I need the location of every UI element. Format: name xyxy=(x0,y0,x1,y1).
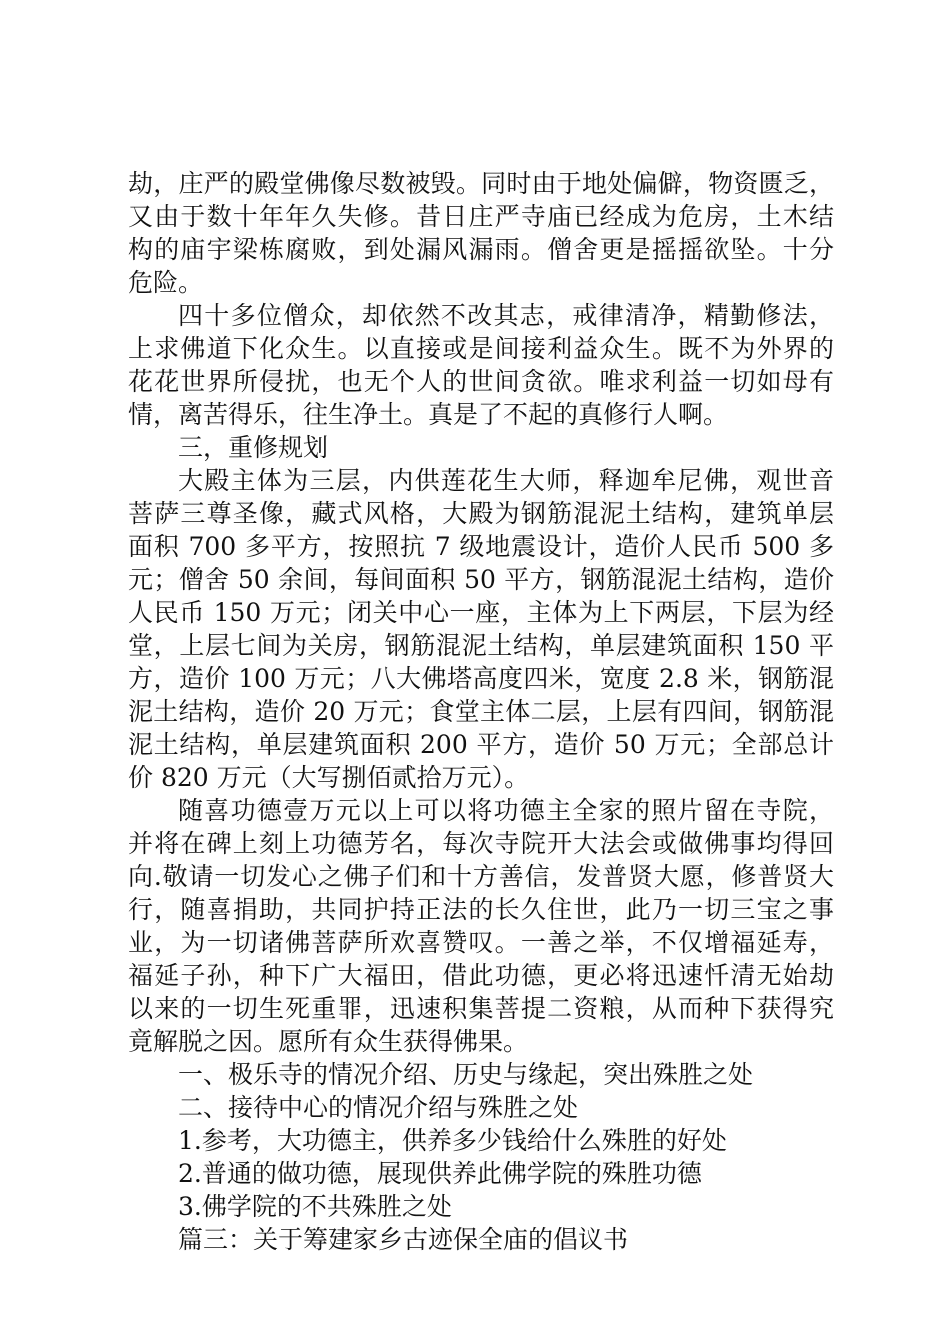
text-line: 价 820 万元（大写捌佰贰拾万元）。 xyxy=(128,763,530,792)
text-line: 面积 700 多平方，按照抗 7 级地震设计，造价人民币 500 多 xyxy=(128,532,834,561)
text-line: 危险。 xyxy=(128,268,204,297)
text-line: 劫，庄严的殿堂佛像尽数被毁。同时由于地处偏僻，物资匮乏， xyxy=(128,169,834,198)
text-line: 篇三：关于筹建家乡古迹保全庙的倡议书 xyxy=(178,1225,629,1254)
text-line: 泥土结构，造价 20 万元；食堂主体二层，上层有四间，钢筋混 xyxy=(128,697,834,726)
text-line: 行，随喜捐助，共同护持正法的长久住世，此乃一切三宝之事 xyxy=(128,895,834,924)
text-line: 方，造价 100 万元；八大佛塔高度四米，宽度 2.8 米，钢筋混 xyxy=(128,664,834,693)
text-line: 业，为一切诸佛菩萨所欢喜赞叹。一善之举，不仅增福延寿， xyxy=(128,928,834,957)
document-body xyxy=(128,167,834,1256)
text-line: 3.佛学院的不共殊胜之处 xyxy=(178,1192,452,1221)
text-line: 三，重修规划 xyxy=(178,433,329,462)
text-line: 四十多位僧众，却依然不改其志，戒律清净，精勤修法， xyxy=(178,301,834,330)
text-line: 花花世界所侵扰，也无个人的世间贪欲。唯求利益一切如母有 xyxy=(128,367,834,396)
text-line: 堂，上层七间为关房，钢筋混泥土结构，单层建筑面积 150 平 xyxy=(128,631,834,660)
text-line: 情，离苦得乐，往生净土。真是了不起的真修行人啊。 xyxy=(128,400,729,429)
text-line: 上求佛道下化众生。以直接或是间接利益众生。既不为外界的 xyxy=(128,334,834,363)
text-line: 并将在碑上刻上功德芳名，每次寺院开大法会或做佛事均得回 xyxy=(128,829,834,858)
text-line: 又由于数十年年久失修。昔日庄严寺庙已经成为危房，土木结 xyxy=(128,202,834,231)
text-line: 2.普通的做功德，展现供养此佛学院的殊胜功德 xyxy=(178,1159,702,1188)
text-line: 大殿主体为三层，内供莲花生大师，释迦牟尼佛，观世音 xyxy=(178,466,834,495)
text-line: 二、接待中心的情况介绍与殊胜之处 xyxy=(178,1093,579,1122)
text-line: 1.参考，大功德主，供养多少钱给什么殊胜的好处 xyxy=(178,1126,727,1155)
text-line: 菩萨三尊圣像，藏式风格，大殿为钢筋混泥土结构，建筑单层 xyxy=(128,499,834,528)
text-line: 构的庙宇梁栋腐败，到处漏风漏雨。僧舍更是摇摇欲坠。十分 xyxy=(128,235,834,264)
text-line: 一、极乐寺的情况介绍、历史与缘起，突出殊胜之处 xyxy=(178,1060,754,1089)
text-line: 人民币 150 万元；闭关中心一座，主体为上下两层，下层为经 xyxy=(128,598,834,627)
text-line: 竟解脱之因。愿所有众生获得佛果。 xyxy=(128,1027,529,1056)
text-line: 向.敬请一切发心之佛子们和十方善信，发普贤大愿，修普贤大 xyxy=(128,862,834,891)
text-line: 以来的一切生死重罪，迅速积集菩提二资粮，从而种下获得究 xyxy=(128,994,834,1023)
text-line: 福延子孙，种下广大福田，借此功德，更必将迅速忏清无始劫 xyxy=(128,961,834,990)
text-line: 随喜功德壹万元以上可以将功德主全家的照片留在寺院， xyxy=(178,796,834,825)
text-line: 元；僧舍 50 余间，每间面积 50 平方，钢筋混泥土结构，造价 xyxy=(128,565,834,594)
text-line: 泥土结构，单层建筑面积 200 平方，造价 50 万元；全部总计 xyxy=(128,730,834,759)
